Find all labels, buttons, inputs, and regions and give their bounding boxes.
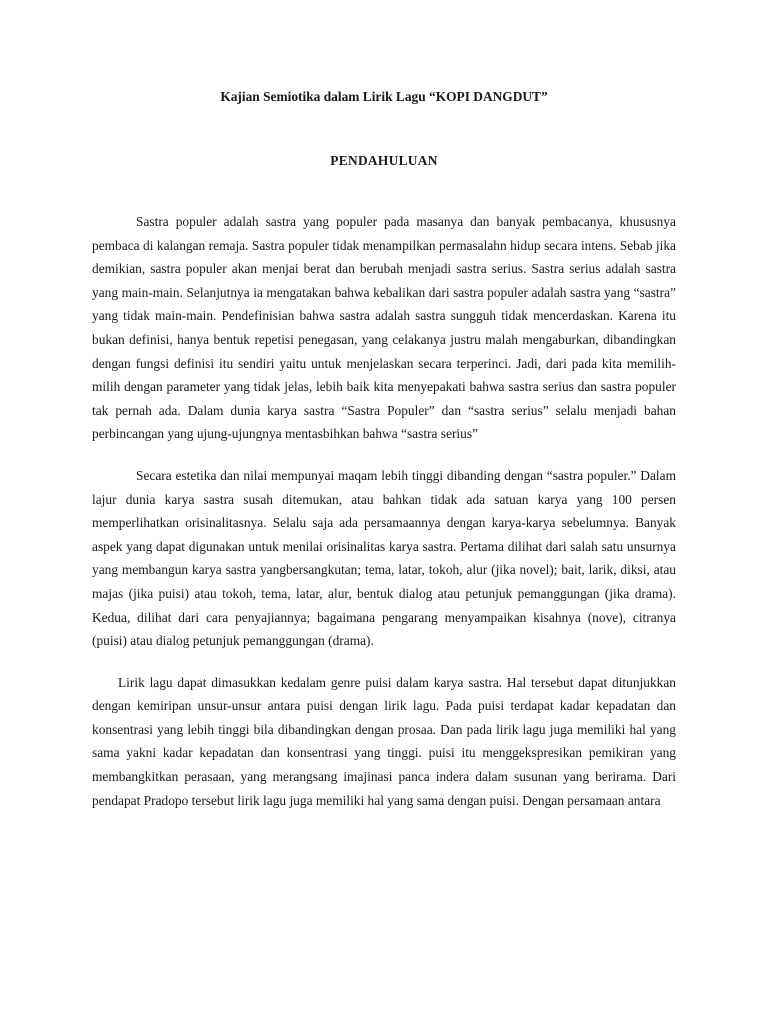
paragraph-2: Secara estetika dan nilai mempunyai maqam lebih tinggi dibanding dengan “sastra populer.” Dalam lajur dunia karya sastra susah ditemukan, atau bahkan tidak ada satuan karya yang 100 persen memperlihatkan orisinalitasnya. Selalu saja ada persamaannya dengan karya-karya sebelumnya. Banyak aspek yang dapat digunakan untuk menilai orisinalitas karya sastra. Pertama dilihat dari salah satu unsurnya yang membangun karya sastra yangbersangkutan; tema, latar, tokoh, alur (jika novel); bait, larik, diksi, atau majas (jika puisi) atau tokoh, tema, latar, alur, bentuk dialog atau petunjuk pemanggungan (jika drama). Kedua, dilihat dari cara penyajiannya; bagaimana pengarang menyampaikan kisahnya (nove), citranya (puisi) atau dialog petunjuk pemanggungan (drama). (92, 467, 676, 649)
paragraph-3: Lirik lagu dapat dimasukkan kedalam genre puisi dalam karya sastra. Hal tersebut dapat ditunjukkan dengan kemiripan unsur-unsur antara puisi dengan lirik lagu. Pada puisi terdapat kadar kepadatan dan konsentrasi yang lebih tinggi bila dibandingkan dengan prosaa. Dan pada lirik lagu juga memiliki hal yang sama yakni kadar kepadatan dan konsentrasi yang tinggi. puisi itu menggekspresikan pemikiran yang membangkitkan perasaan, yang merangsang imajinasi panca indera dalam susunan yang berirama. Dari pendapat Pradopo tersebut lirik lagu juga memiliki hal yang sama dengan puisi. Dengan persamaan antara (92, 674, 676, 808)
paragraph-1: Sastra populer adalah sastra yang populer pada masanya dan banyak pembacanya, khususnya pembaca di kalangan remaja. Sastra populer tidak menampilkan permasalahn hidup secara intens. Sebab jika demikian, sastra populer akan menjai berat dan berubah menjadi sastra serius. Sastra serius adalah sastra yang main-main. Selanjutnya ia mengatakan bahwa kebalikan dari sastra populer adalah sastra yang “sastra” yang tidak main-main. Pendefinisian bahwa sastra adalah sastra sungguh tidak mencerdaskan. Karena itu bukan definisi, hanya bentuk repetisi penegasan, yang celakanya justru malah mengaburkan, dibandingkan dengan fungsi definisi itu sendiri yaitu untuk menjelaskan secara terperinci. Jadi, dari pada kita memilih-milih dengan parameter yang tidak jelas, lebih baik kita menyepakati bahwa sastra serius dan sastra populer tak pernah ada. Dalam dunia karya sastra “Sastra Populer” dan “sastra serius” selalu menjadi bahan perbincangan yang ujung-ujungnya mentasbihkan bahwa “sastra serius” (92, 214, 676, 442)
section-heading: PENDAHULUAN (330, 153, 438, 168)
document-title: Kajian Semiotika dalam Lirik Lagu “KOPI DANGDUT” (220, 89, 548, 104)
